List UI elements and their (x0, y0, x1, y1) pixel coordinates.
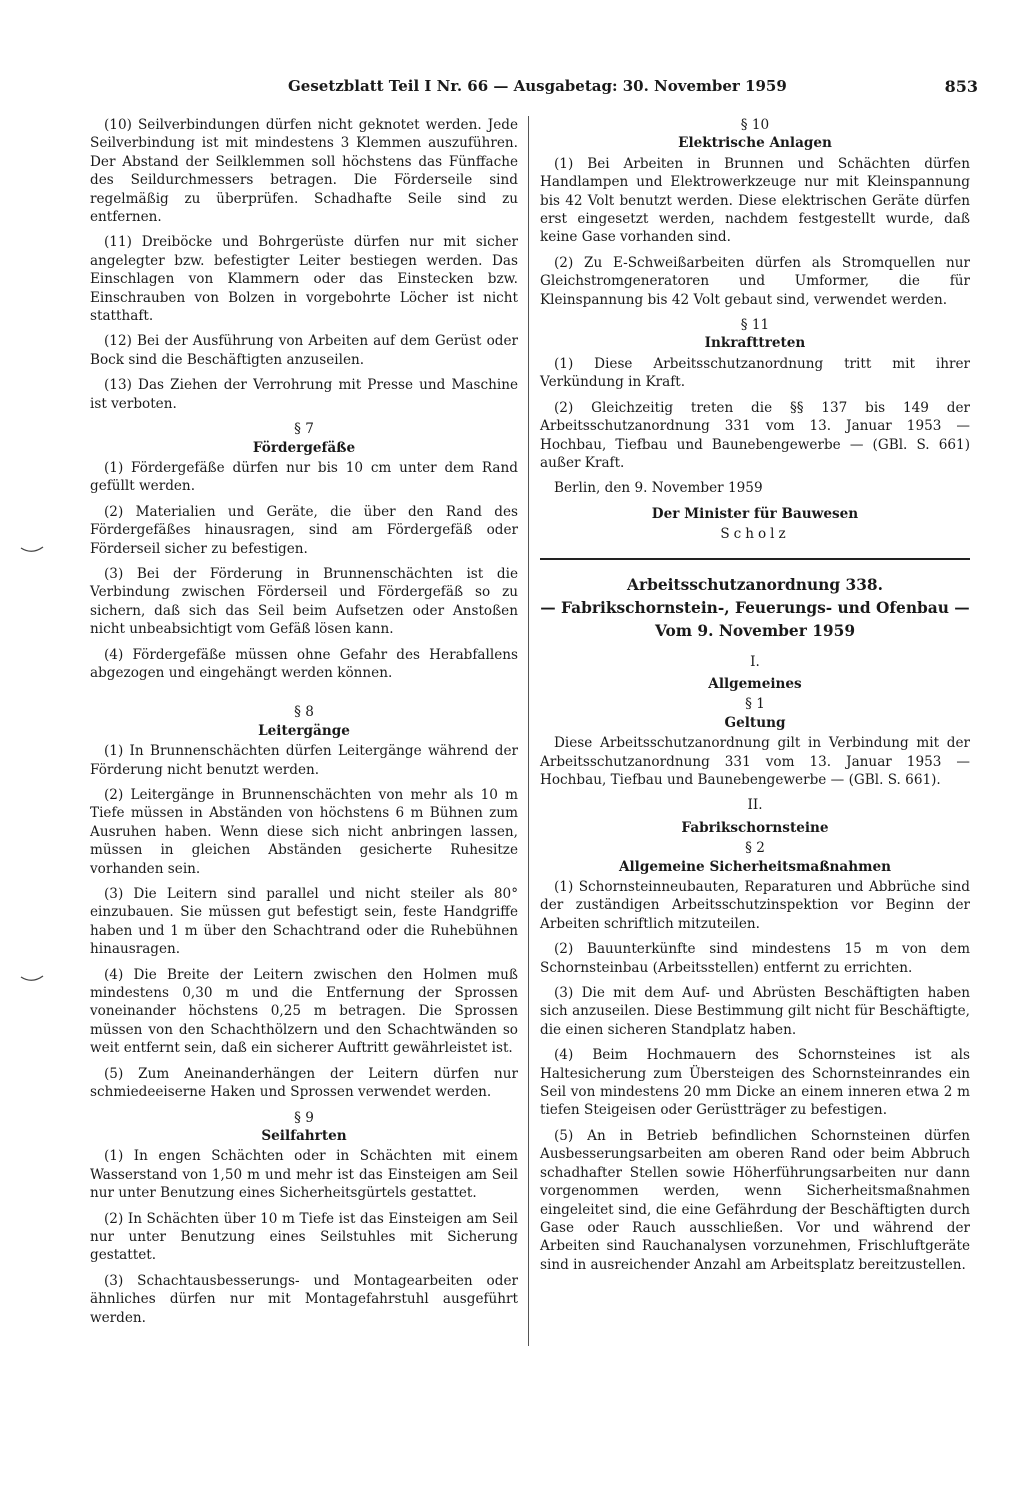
section-title: Allgemeine Sicherheitsmaßnahmen (618, 858, 892, 875)
section-title: Geltung (724, 714, 786, 731)
paragraph: (3) Die Leitern sind parallel und nicht steiler als 80° einzubauen. Sie müssen gut befestigt sein, feste Handgriffe haben und 1 m über den Schachtrand oder die Ruhebühnen hinausragen. (90, 886, 518, 958)
place-date: Berlin, den 9. November 1959 (554, 480, 763, 497)
section-title: Leitergänge (258, 722, 350, 739)
paragraph: (5) Zum Aneinanderhängen der Leitern dürfen nur schmiedeeiserne Haken und Sprossen verwendet werden. (90, 1065, 518, 1101)
section-number: § 7 (294, 421, 314, 438)
paragraph: (2) Bauunterkünfte sind mindestens 15 m von dem Schornsteinbau (Arbeitsstellen) entfernt zu errichten. (540, 941, 970, 976)
part-title: Fabrikschornsteine (681, 819, 829, 836)
paragraph: Diese Arbeitsschutzanordnung gilt in Verbindung mit der Arbeitsschutzanordnung 331 vom 13. Januar 1953 — Hochbau, Tiefbau und Baunebengewerbe — (GBl. S. 661). (540, 735, 970, 788)
paragraph: (1) In engen Schächten oder in Schächten mit einem Wasserstand von 1,50 m und mehr ist das Einsteigen am Seil nur unter Benutzung eines Sicherheitsgürtels gestattet. (90, 1148, 518, 1202)
signature-name: Scholz (720, 526, 790, 543)
paragraph: (1) Diese Arbeitsschutzanordnung tritt mit ihrer Verkündung in Kraft. (540, 355, 970, 391)
gazette-title: Gesetzblatt Teil I Nr. 66 — Ausgabetag: 30. November 1959 (288, 77, 787, 95)
right-column (540, 116, 970, 1281)
paragraph: (4) Beim Hochmauern des Schornsteines ist als Haltesicherung zum Übersteigen des Schornsteinrandes ein Seil von mindestens 20 mm Dicke an einem inneren etwa 2 m tiefen Steigeisen oder Gerüstträger zu befestigen. (540, 1047, 970, 1119)
paragraph: (2) In Schächten über 10 m Tiefe ist das Einsteigen am Seil nur unter Benutzung eines Seilstuhles mit Sicherung gestattet. (90, 1210, 518, 1264)
section-number: § 9 (294, 1109, 314, 1126)
paragraph: (5) An in Betrieb befindlichen Schornsteinen dürfen Ausbesserungsarbeiten am oberen Rand oder beim Abbruch schadhafter Stellen sowie Höherführungsarbeiten nur dann vorgenommen werden, wenn Sicherheitsmaßnahmen eingeleitet sind, die eine Gefährdung der Beschäftigten durch Gase oder Rauch ausschließen. Vor und während der Arbeiten sind Rauchanalysen vorzunehmen, Frischluftgeräte sind in ausreichender Anzahl am Arbeitsplatz bereitzustellen. (540, 1127, 970, 1273)
margin-tick-mark (20, 975, 44, 983)
column-divider (528, 116, 529, 1346)
order-title: Arbeitsschutzanordnung 338. (627, 575, 883, 594)
section-title: Fördergefäße (252, 439, 356, 456)
part-number: II. (747, 797, 763, 814)
paragraph: (11) Dreiböcke und Bohrgerüste dürfen nur mit sicher angelegter bzw. befestigter Leiter bestiegen werden. Das Einschlagen von Klammern oder das Einstecken bzw. Einschrauben von Bolzen in vorgebohrte Löcher ist nicht statthaft. (90, 234, 518, 325)
minister-title: Der Minister für Bauwesen (651, 505, 859, 522)
section-title: Seilfahrten (261, 1127, 347, 1144)
paragraph: (2) Zu E-Schweißarbeiten dürfen als Stromquellen nur Gleichstromgeneratoren und Umformer, die für Kleinspannung bis 42 Volt gebaut sind, verwendet werden. (540, 254, 970, 308)
paragraph: (1) In Brunnenschächten dürfen Leitergänge während der Förderung nicht benutzt werden. (90, 743, 518, 778)
section-number: § 8 (294, 704, 314, 721)
paragraph: (2) Leitergänge in Brunnenschächten von mehr als 10 m Tiefe müssen in Abständen von höchstens 6 m Bühnen zum Ausruhen haben. Wenn diese sich nicht anbringen lassen, müssen in gleichen Abständen gesicherte Ruhesitze vorhanden sein. (90, 787, 518, 877)
order-date: Vom 9. November 1959 (654, 621, 856, 640)
paragraph: (2) Materialien und Geräte, die über den Rand des Fördergefäßes hinausragen, sind am Fördergefäß oder Förderseil sicher zu befestigen. (90, 503, 518, 557)
order-subtitle: — Fabrikschornstein-, Feuerungs- und Ofenbau — (540, 598, 970, 617)
margin-tick-mark (20, 546, 44, 554)
section-title: Elektrische Anlagen (678, 135, 832, 152)
page-header (88, 74, 978, 100)
section-title: Inkrafttreten (704, 335, 806, 352)
paragraph: (10) Seilverbindungen dürfen nicht geknotet werden. Jede Seilverbindung ist mit mindestens 3 Klemmen auszuführen. Der Abstand der Seilklemmen soll höchstens das Fünffache des Seildurchmessers betragen. Die Förderseile sind regelmäßig zu überprüfen. Schadhafte Seile sind zu entfernen. (90, 117, 518, 226)
paragraph: (1) Bei Arbeiten in Brunnen und Schächten dürfen Handlampen und Elektrowerkzeuge nur mit Kleinspannung bis 42 Volt benutzt werden. Diese elektrischen Geräte dürfen erst eingesetzt werden, nachdem festgestellt wurde, daß keine Gase vorhanden sind. (540, 155, 970, 246)
section-number: § 10 (740, 117, 770, 133)
left-column (90, 116, 518, 1334)
paragraph: (3) Bei der Förderung in Brunnenschächten ist die Verbindung zwischen Förderseil und Fördergefäß so zu sichern, daß sich das Seil beim Aufsetzen oder Anstoßen nicht unbeabsichtigt vom Gefäß lösen kann. (90, 565, 518, 638)
page-number: 853 (944, 77, 978, 96)
paragraph: (3) Die mit dem Auf- und Abrüsten Beschäftigten haben sich anzuseilen. Diese Bestimmung gilt nicht für Beschäftigte, die einen sicheren Standplatz haben. (540, 985, 970, 1038)
section-separator (540, 558, 970, 560)
section-number: § 1 (745, 696, 765, 713)
paragraph: (3) Schachtausbesserungs- und Montagearbeiten oder ähnliches dürfen nur mit Montagefahrstuhl ausgeführt werden. (90, 1272, 518, 1326)
section-number: § 2 (745, 840, 765, 857)
paragraph: (1) Schornsteinneubauten, Reparaturen und Abbrüche sind der zuständigen Arbeitsschutzinspektion vor Beginn der Arbeiten schriftlich mitzuteilen. (540, 879, 970, 932)
paragraph: (2) Gleichzeitig treten die §§ 137 bis 149 der Arbeitsschutzanordnung 331 vom 13. Januar 1953 — Hochbau, Tiefbau und Baunebengewerbe — (GBl. S. 661) außer Kraft. (540, 399, 970, 471)
paragraph: (1) Fördergefäße dürfen nur bis 10 cm unter dem Rand gefüllt werden. (90, 459, 518, 495)
paragraph (540, 479, 970, 497)
paragraph: (4) Die Breite der Leitern zwischen den Holmen muß mindestens 0,30 m und die Entfernung der Sprossen voneinander höchstens 0,25 m betragen. Die Sprossen müssen von den Schachthölzern und den Schachtwänden so weit entfernt sein, daß ein sicherer Auftritt gewährleistet ist. (90, 966, 518, 1057)
part-title: Allgemeines (708, 675, 802, 692)
paragraph: (4) Fördergefäße müssen ohne Gefahr des Herabfallens abgezogen und eingehängt werden können. (90, 646, 518, 681)
paragraph: (13) Das Ziehen der Verrohrung mit Presse und Maschine ist verboten. (90, 377, 518, 412)
section-number: § 11 (740, 317, 770, 334)
paragraph: (12) Bei der Ausführung von Arbeiten auf dem Gerüst oder Bock sind die Beschäftigten anzuseilen. (90, 333, 518, 368)
part-number: I. (750, 653, 760, 670)
